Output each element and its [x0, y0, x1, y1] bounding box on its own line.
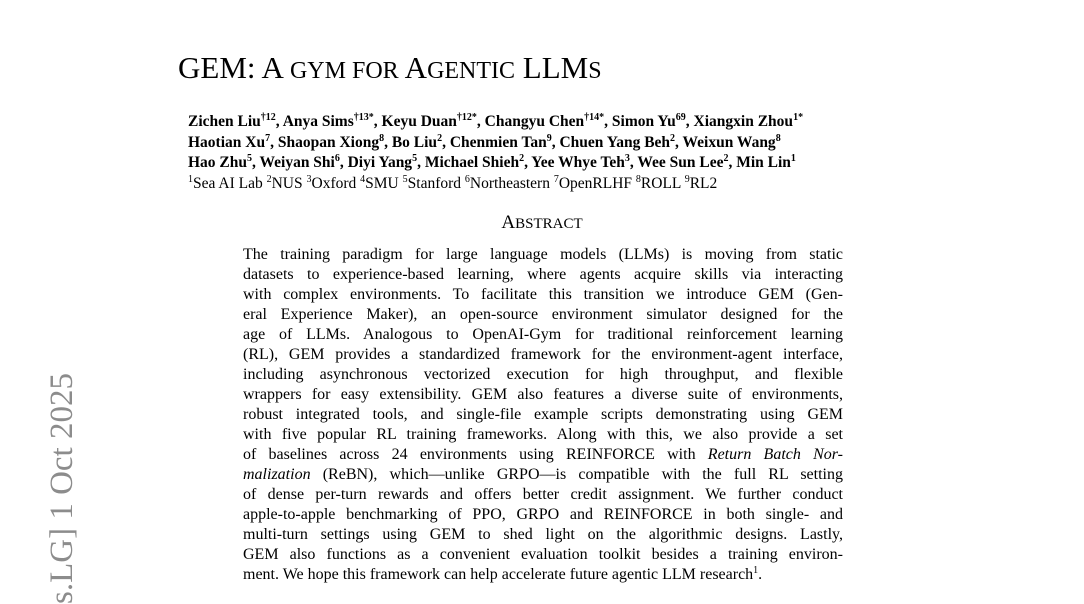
author-name: Zichen Liu: [188, 113, 261, 130]
author-name: , Bo Liu: [384, 133, 438, 151]
affiliation-name: OpenRLHF: [558, 174, 636, 192]
author-affiliation-marker: 3: [624, 153, 630, 164]
title-part-1: GEM: A: [178, 50, 290, 85]
author-affiliation-marker: †12: [260, 112, 276, 123]
affiliation-marker: 2: [266, 173, 272, 185]
abstract-italic-term: malization: [243, 466, 311, 483]
abstract-line: datasets to experience-based learning, where agents acquire skills via interacting: [243, 266, 843, 283]
footnote-marker[interactable]: 1: [753, 565, 759, 576]
author-name: , Wee Sun Lee: [629, 154, 724, 171]
author-affiliation-marker: 2: [437, 132, 443, 144]
title-part-5: LLM: [515, 50, 589, 85]
abstract-line: apple-to-apple benchmarking of PPO, GRPO and REINFORCE in both single- and: [243, 506, 843, 523]
author-name: , Min Lin: [728, 154, 791, 171]
author-affiliation-marker: †13*: [353, 112, 374, 123]
affiliation-marker: 4: [360, 173, 366, 185]
author-affiliation-marker: 2: [519, 153, 525, 164]
author-affiliation-marker: †12*: [456, 112, 477, 123]
affiliation-marker: 6: [464, 173, 470, 185]
author-name: , Michael Shieh: [417, 154, 520, 171]
abstract-line-segment: (ReBN), which—unlike GRPO—is compatible with the full RL setting: [310, 466, 843, 483]
affiliation-name: Northeastern: [469, 174, 554, 192]
abstract-line: The training paradigm for large language models (LLMs) is moving from static: [243, 246, 843, 263]
title-part-3: A: [404, 50, 428, 85]
arxiv-stamp-text: s.LG] 1 Oct 2025: [44, 373, 80, 604]
affiliation-marker: 9: [684, 173, 690, 185]
author-affiliation-marker: 9: [546, 132, 552, 144]
abstract-italic-term: Return Batch Nor-: [707, 446, 843, 463]
abstract-final-period: .: [758, 566, 763, 583]
abstract-line: of dense per-turn rewards and offers better credit assignment. We further conduct: [243, 486, 843, 503]
abstract-heading-rest: BSTRACT: [515, 216, 583, 232]
affiliation-name: SMU: [365, 174, 403, 192]
affiliation-name: ROLL: [640, 174, 685, 192]
abstract-body: [243, 245, 843, 585]
author-affiliation-marker: 7: [265, 132, 271, 144]
abstract-line-segment: ment. We hope this framework can help accelerate future agentic LLM research: [243, 566, 754, 583]
author-name: , Diyi Yang: [339, 154, 413, 171]
author-affiliation-marker: 5: [412, 153, 418, 164]
affiliation-name: Oxford: [311, 174, 361, 192]
author-line-3: [188, 153, 968, 174]
author-name: , Xiangxin Zhou: [685, 113, 794, 130]
affiliation-name: Stanford: [407, 174, 465, 192]
abstract-line: [243, 465, 843, 485]
abstract-line: (RL), GEM provides a standardized framework for the environment-agent interface,: [243, 346, 843, 363]
author-line-1: [188, 112, 968, 133]
abstract-line: including asynchronous vectorized execution for high throughput, and flexible: [243, 366, 843, 383]
abstract-line: with five popular RL training frameworks. Along with this, we also provide a set: [243, 426, 843, 443]
arxiv-side-stamp: [0, 0, 80, 604]
author-affiliation-marker: 1: [790, 153, 796, 164]
affiliation-name: RL2: [689, 174, 718, 192]
abstract-line: eral Experience Maker), an open-source environment simulator designed for the: [243, 306, 843, 323]
affiliation-name: NUS: [271, 174, 307, 192]
author-affiliation-marker: 5: [247, 153, 253, 164]
author-name: , Simon Yu: [604, 113, 676, 130]
author-affiliation-marker: 69: [675, 112, 686, 123]
affiliation-marker: 8: [635, 173, 641, 185]
author-line-2: [188, 133, 968, 154]
abstract-heading: [0, 211, 1084, 236]
affiliation-marker: 7: [553, 173, 559, 185]
title-part-4: GENTIC: [427, 58, 516, 84]
author-name: , Yee Whye Teh: [524, 154, 625, 171]
affiliation-marker: 1: [188, 173, 193, 185]
abstract-line: multi-turn settings using GEM to shed light on the algorithmic designs. Lastly,: [243, 526, 843, 543]
abstract-heading-initial: A: [501, 212, 516, 233]
paper-title: [178, 48, 602, 91]
abstract-line-segment: of baselines across 24 environments using REINFORCE with: [243, 446, 708, 463]
abstract-line: with complex environments. To facilitate this transition we introduce GEM (Gen-: [243, 286, 843, 303]
author-affiliation-marker: 8: [775, 132, 781, 144]
abstract-last-line: [243, 565, 843, 585]
author-block: [188, 112, 968, 194]
author-name: , Keyu Duan: [373, 113, 457, 130]
title-part-6: S: [588, 58, 602, 84]
title-part-2: GYM FOR: [289, 58, 405, 84]
author-name: , Anya Sims: [275, 113, 354, 130]
author-name: , Chenmien Tan: [442, 133, 547, 151]
author-name: , Changyu Chen: [476, 113, 585, 130]
author-affiliation-marker: 8: [379, 132, 385, 144]
author-affiliation-marker: 2: [723, 153, 729, 164]
author-affiliation-marker: 2: [670, 132, 676, 144]
abstract-line: wrappers for easy extensibility. GEM also features a diverse suite of environments,: [243, 386, 843, 403]
author-affiliation-marker: †14*: [584, 112, 605, 123]
author-affiliation-marker: 6: [334, 153, 340, 164]
author-name: , Weiyan Shi: [252, 154, 335, 171]
author-name: , Weixun Wang: [675, 133, 776, 151]
affiliation-marker: 5: [402, 173, 408, 185]
abstract-line: [243, 445, 843, 465]
author-name: Haotian Xu: [188, 133, 266, 151]
abstract-line: GEM also functions as a convenient evaluation toolkit besides a training environ-: [243, 546, 843, 563]
abstract-line: age of LLMs. Analogous to OpenAI-Gym for traditional reinforcement learning: [243, 326, 843, 343]
author-affiliation-marker: 1*: [793, 112, 804, 123]
author-name: Hao Zhu: [188, 154, 248, 171]
author-name: , Shaopan Xiong: [270, 133, 380, 151]
abstract-line: robust integrated tools, and single-file example scripts demonstrating using GEM: [243, 406, 843, 423]
affiliation-marker: 3: [306, 173, 312, 185]
affiliation-name: Sea AI Lab: [193, 174, 267, 192]
affiliation-line: [188, 174, 968, 195]
author-name: , Chuen Yang Beh: [551, 133, 671, 151]
